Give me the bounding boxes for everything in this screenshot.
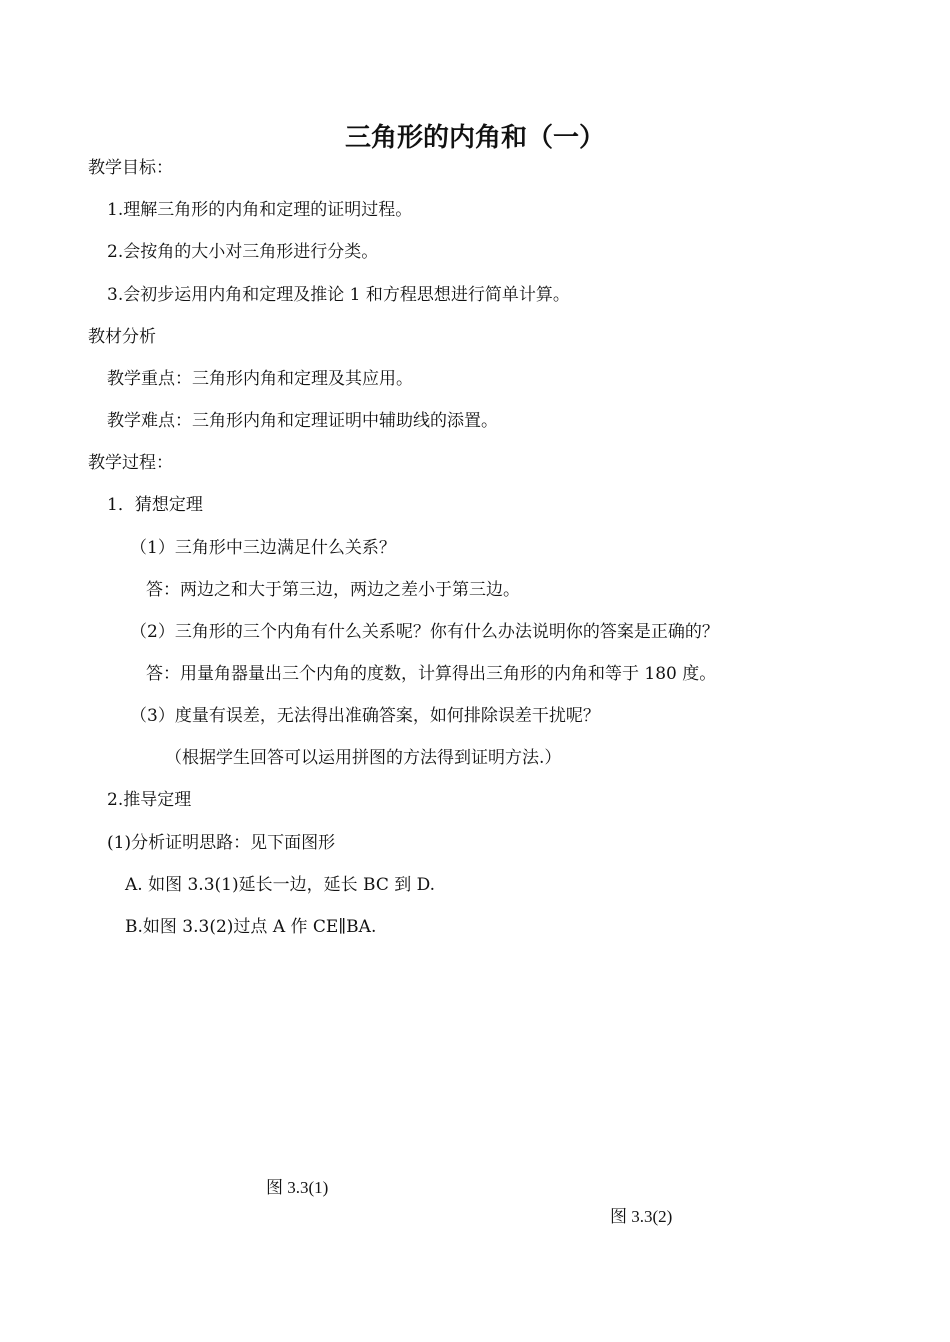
step1-answer-1: 答：两边之和大于第三边，两边之差小于第三边。 xyxy=(146,580,520,600)
step2-title: 2.推导定理 xyxy=(107,790,192,810)
step2-item-b: B.如图 3.3(2)过点 A 作 CE∥BA. xyxy=(125,917,377,937)
figure-caption-1: 图 3.3(1) xyxy=(266,1178,329,1197)
objective-item-2: 2.会按角的大小对三角形进行分类。 xyxy=(107,242,379,262)
analysis-heading: 教材分析 xyxy=(88,327,156,347)
page-title: 三角形的内角和（一） xyxy=(344,123,605,153)
step1-answer-2: 答：用量角器量出三个内角的度数，计算得出三角形的内角和等于 180 度。 xyxy=(146,664,717,684)
step1-question-1: （1）三角形中三边满足什么关系？ xyxy=(130,538,396,558)
objective-item-1: 1.理解三角形的内角和定理的证明过程。 xyxy=(107,200,413,220)
step1-note-3: （根据学生回答可以运用拼图的方法得到证明方法.） xyxy=(165,748,562,768)
step1-question-3: （3）度量有误差，无法得出准确答案，如何排除误差干扰呢？ xyxy=(130,706,600,726)
step2-subtitle: (1)分析证明思路：见下面图形 xyxy=(107,833,336,853)
process-heading: 教学过程： xyxy=(88,453,173,473)
figure-caption-2: 图 3.3(2) xyxy=(610,1207,673,1226)
analysis-difficulty: 教学难点：三角形内角和定理证明中辅助线的添置。 xyxy=(107,411,498,431)
objective-item-3: 3.会初步运用内角和定理及推论 1 和方程思想进行简单计算。 xyxy=(107,285,570,305)
step1-title: 1．猜想定理 xyxy=(107,495,203,515)
step1-question-2: （2）三角形的三个内角有什么关系呢？你有什么办法说明你的答案是正确的？ xyxy=(130,622,719,642)
analysis-key-point: 教学重点：三角形内角和定理及其应用。 xyxy=(107,369,413,389)
objectives-heading: 教学目标： xyxy=(88,158,173,178)
step2-item-a: A. 如图 3.3(1)延长一边，延长 BC 到 D. xyxy=(125,875,436,895)
